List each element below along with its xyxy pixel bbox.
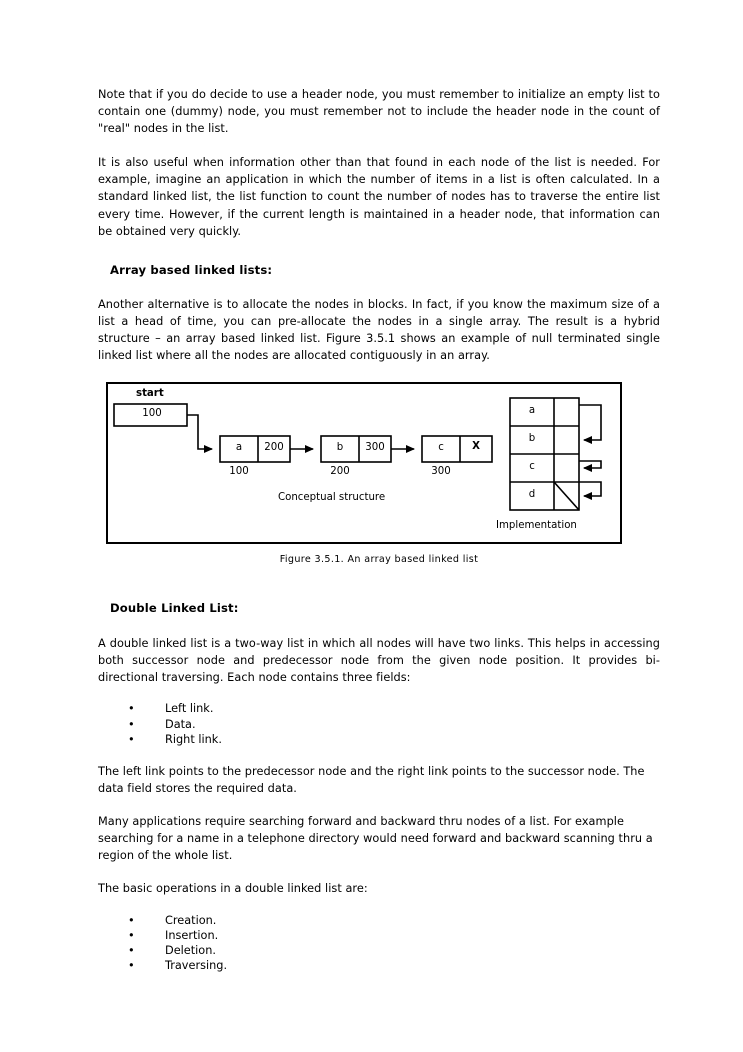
figure-caption: Figure 3.5.1. An array based linked list (279, 554, 479, 566)
node-a-data: a (235, 442, 243, 454)
node-b-data: b (336, 442, 344, 454)
implementation-label: Implementation (496, 520, 577, 532)
start-label: start (136, 388, 164, 400)
array-link-c-to-d (579, 482, 601, 496)
spacer (98, 137, 660, 154)
bullet-icon: • (128, 959, 135, 973)
paragraph-array-alternative: Another alternative is to allocate the nodes in blocks. In fact, if you know the maximum size of a list a head of time, you can pre-allocate the nodes in a single array. The result is a hybrid structure – an array based linked list. Figure 3.5.1 shows an example of null terminated single linked list where all the nodes are allocated contiguously in an array. (98, 297, 660, 363)
bullet-icon: • (128, 913, 135, 927)
node-c-data: c (438, 442, 444, 454)
start-value: 100 (142, 408, 162, 420)
array-cell-data-2: c (529, 461, 535, 473)
operations-list (98, 913, 660, 974)
spacer (98, 797, 660, 813)
spacer (98, 898, 660, 913)
node-b-address: 200 (330, 466, 350, 478)
figure-frame (106, 382, 622, 544)
list-item-label: Left link. (165, 702, 214, 716)
list-item (98, 717, 660, 732)
paragraph-double-linked-intro: A double linked list is a two-way list in which all nodes will have two links. This helps in accessing both successor node and predecessor node from the given node position. It provides bi-directional traversing. Each node contains three fields: (98, 637, 660, 685)
list-item (98, 732, 660, 747)
paragraph-header-info: It is also useful when information other than that found in each node of the list is needed. For example, imagine an application in which the number of items in a list is often calculated. In a standard linked list, the list function to count the number of nodes has to traverse the entire list every time. However, if the current length is maintained in a header node, that information can be obtained very quickly. (98, 156, 660, 238)
list-item (98, 701, 660, 716)
bullet-icon: • (128, 702, 135, 716)
node-b-link: 300 (365, 442, 385, 454)
array-cell-data-1: b (528, 433, 536, 445)
spacer (98, 240, 660, 262)
spacer (98, 617, 660, 635)
list-item-label: Traversing. (165, 959, 228, 973)
bullet-icon: • (128, 732, 135, 746)
array-link-b-to-c (579, 461, 601, 468)
spacer (98, 747, 660, 763)
list-item-label: Data. (165, 717, 196, 731)
heading-double-linked-list: Double Linked List: (110, 601, 239, 616)
spacer (98, 686, 660, 701)
list-item-label: Insertion. (165, 928, 219, 942)
list-item-label: Right link. (165, 732, 222, 746)
node-fields-list (98, 701, 660, 747)
paragraph-search-applications: Many applications require searching forward and backward thru nodes of a list. For example searching for a name in a telephone directory would need forward and backward scanning thru a region of the whole list. (98, 815, 653, 863)
node-c-address: 300 (431, 466, 451, 478)
list-item (98, 913, 660, 928)
array-cell-data-0: a (528, 405, 536, 417)
spacer (98, 364, 660, 382)
array-link-a-to-b (579, 405, 601, 440)
array-cell-data-3: d (528, 489, 536, 501)
paragraph-basic-operations-intro: The basic operations in a double linked list are: (98, 882, 368, 896)
document-content (98, 86, 660, 973)
start-to-node-a-link (187, 415, 212, 449)
node-a-address: 100 (229, 466, 249, 478)
bullet-icon: • (128, 717, 135, 731)
spacer (98, 279, 660, 296)
spacer (98, 864, 660, 880)
bullet-icon: • (128, 943, 135, 957)
spacer (98, 578, 660, 600)
list-item-label: Deletion. (165, 943, 216, 957)
bullet-icon: • (128, 928, 135, 942)
conceptual-structure-label: Conceptual structure (278, 492, 386, 504)
node-c-null-marker: X (472, 441, 480, 453)
paragraph-header-node: Note that if you do decide to use a header node, you must remember to initialize an empty list to contain one (dummy) node, you must remember not to include the header node in the count of "real" nodes in the list. (98, 88, 660, 136)
list-item (98, 928, 660, 943)
node-a-link: 200 (264, 442, 284, 454)
heading-array-based-linked-lists: Array based linked lists: (110, 262, 273, 277)
list-item (98, 943, 660, 958)
list-item (98, 958, 660, 973)
paragraph-left-right-links: The left link points to the predecessor node and the right link points to the successor node. The data field stores the required data. (98, 765, 645, 796)
figure-3-5-1 (98, 382, 660, 578)
list-item-label: Creation. (165, 913, 217, 927)
